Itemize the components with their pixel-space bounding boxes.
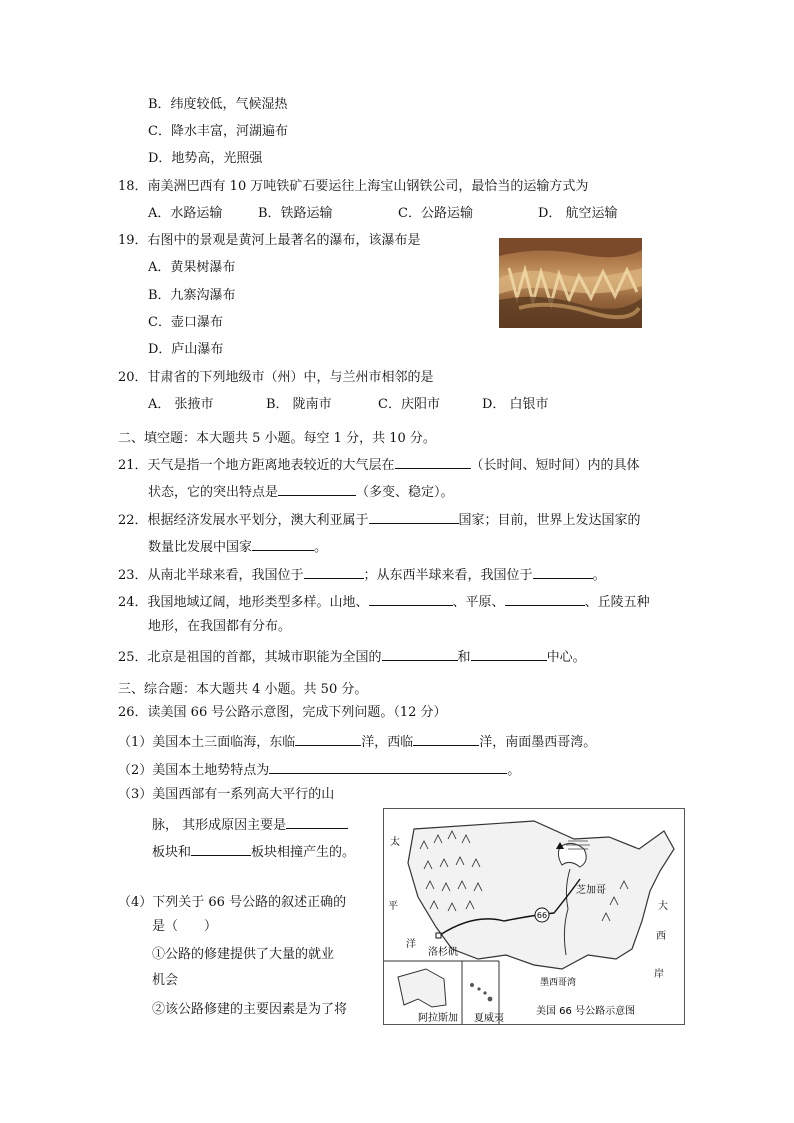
q23-text-1: 23．从南北半球来看，我国位于 (118, 568, 304, 583)
q19-stem: 19．右图中的景观是黄河上最著名的瀑布，该瀑布是 (118, 233, 421, 248)
q17-option-b: B．纬度较低，气候湿热 (148, 97, 288, 112)
q26-option1-line1: ①公路的修建提供了大量的就业 (152, 947, 335, 962)
q24-text-3: 、丘陵五种 (584, 595, 650, 610)
q24-line2: 地形，在我国都有分布。 (148, 619, 292, 634)
q24-text-1: 24．我国地域辽阔，地形类型多样。山地、 (118, 595, 369, 610)
los-angeles-label: 洛杉矶 (428, 947, 458, 958)
q19-option-c: C．壶口瀑布 (148, 315, 223, 330)
q22-line2 (148, 536, 327, 557)
los-angeles-marker-icon (436, 933, 441, 938)
pacific-label-2: 平 (388, 901, 398, 912)
pacific-label-3: 洋 (406, 939, 416, 950)
q26-part4-line1: （4）下列关于 66 号公路的叙述正确的 (118, 895, 347, 910)
q20-option-a: A． 张掖市 (148, 397, 214, 412)
q19-option-d: D．庐山瀑布 (148, 342, 224, 357)
q26-p1-blank-2[interactable] (413, 731, 479, 746)
q19-option-a: A．黄果树瀑布 (148, 260, 236, 275)
q17-option-d: D．地势高，光照强 (148, 151, 263, 166)
q21-text-3: 状态，它的突出特点是 (148, 485, 279, 500)
q26-option2-line1: ②该公路修建的主要因素是为了将 (152, 1002, 348, 1017)
route66-label: 66 (536, 911, 548, 920)
q24-line1 (118, 591, 650, 612)
q26-stem: 26．读美国 66 号公路示意图，完成下列问题。（12 分） (118, 705, 447, 720)
q26-option1-line2: 机会 (152, 973, 179, 988)
q24-blank-2[interactable] (505, 591, 585, 606)
q22-blank-1[interactable] (369, 509, 459, 524)
chicago-label: 芝加哥 (576, 885, 606, 896)
q18-stem: 18．南美洲巴西有 10 万吨铁矿石要运往上海宝山钢铁公司，最恰当的运输方式为 (118, 179, 589, 194)
q26-part1 (118, 731, 596, 752)
q24-text-2: 、平原、 (452, 595, 505, 610)
q22-text-4: 。 (314, 540, 328, 555)
map-caption: 美国 66 号公路示意图 (536, 1006, 636, 1017)
q23-blank-2[interactable] (533, 564, 593, 579)
hawaii-label: 夏威夷 (474, 1013, 504, 1024)
q26-p1-blank-1[interactable] (295, 731, 361, 746)
alaska-label: 阿拉斯加 (418, 1013, 458, 1024)
q26-p2-text-1: （2）美国本土地势特点为 (118, 763, 270, 778)
q22-blank-2[interactable] (252, 536, 314, 551)
q25-blank-2[interactable] (471, 646, 547, 661)
q19-option-b: B．九寨沟瀑布 (148, 288, 236, 303)
q26-part2 (118, 759, 520, 780)
q20-option-c: C．庆阳市 (378, 397, 440, 412)
q25-line (118, 646, 586, 667)
q17-option-c: C．降水丰富，河湖遍布 (148, 124, 288, 139)
q21-blank-2[interactable] (278, 481, 356, 496)
q23-line (118, 564, 606, 585)
q22-text-2: 国家；目前，世界上发达国家的 (458, 513, 641, 528)
hawaii-islands-icon (470, 983, 492, 1001)
q26-p2-blank[interactable] (269, 759, 507, 774)
atlantic-label-3: 岸 (654, 969, 664, 980)
q25-text-1: 25．北京是祖国的首都，其城市职能为全国的 (118, 650, 382, 665)
gulf-of-mexico-label: 墨西哥湾 (540, 978, 577, 988)
q22-text-3: 数量比发展中国家 (148, 540, 253, 555)
q22-text-1: 22．根据经济发展水平划分，澳大利亚属于 (118, 513, 369, 528)
q25-text-2: 和 (457, 650, 471, 665)
waterfall-photo (499, 238, 642, 328)
q26-part4-line2: 是（ ） (152, 919, 218, 934)
q26-p3-blank-1[interactable] (286, 814, 348, 829)
q26-p1-text-3: 洋，南面墨西哥湾。 (479, 735, 597, 750)
q26-p3-text-3: 板块相撞产生的。 (251, 845, 356, 860)
q23-text-2: ；从东西半球来看，我国位于 (363, 568, 533, 583)
q26-p3-text-2: 板块和 (152, 845, 192, 860)
q20-option-b: B． 陇南市 (266, 397, 332, 412)
q25-blank-1[interactable] (382, 646, 458, 661)
q21-text-4: （多变、稳定）。 (356, 485, 454, 500)
q18-option-c: C．公路运输 (398, 206, 473, 221)
section3-heading: 三、综合题：本大题共 4 小题。共 50 分。 (118, 682, 368, 697)
pacific-label-1: 太 (390, 837, 400, 848)
us-route66-map (383, 808, 685, 1025)
q26-p3-text-1: 脉， 其形成原因主要是 (152, 818, 287, 833)
atlantic-label-2: 西 (656, 931, 666, 942)
q21-text-2: （长时间、短时间）内的具体 (470, 458, 640, 473)
q21-blank-1[interactable] (395, 454, 471, 469)
q26-p3-blank-2[interactable] (191, 841, 251, 856)
q20-stem: 20．甘肃省的下列地级市（州）中，与兰州市相邻的是 (118, 370, 434, 385)
q23-text-3: 。 (592, 568, 606, 583)
q26-p2-text-2: 。 (507, 763, 521, 778)
q25-text-3: 中心。 (546, 650, 586, 665)
q18-option-a: A．水路运输 (148, 206, 223, 221)
q26-part3-line1: （3）美国西部有一系列高大平行的山 (118, 787, 335, 802)
q21-text-1: 21．天气是指一个地方距离地表较近的大气层在 (118, 458, 395, 473)
q18-option-d: D． 航空运输 (538, 206, 618, 221)
q23-blank-1[interactable] (304, 564, 364, 579)
q26-part3-line2 (152, 814, 348, 835)
section2-heading: 二、填空题：本大题共 5 小题。每空 1 分，共 10 分。 (118, 431, 436, 446)
alaska-shape (398, 969, 446, 1007)
q26-part3-line3 (152, 841, 355, 862)
q21-line2 (148, 481, 454, 502)
q20-option-d: D． 白银市 (482, 397, 549, 412)
q22-line1 (118, 509, 641, 530)
q26-p1-text-1: （1）美国本土三面临海，东临 (118, 735, 296, 750)
q26-p1-text-2: 洋，西临 (361, 735, 414, 750)
atlantic-label-1: 大 (658, 901, 668, 912)
q18-option-b: B．铁路运输 (258, 206, 333, 221)
q24-blank-1[interactable] (369, 591, 453, 606)
q21-line1 (118, 454, 640, 475)
